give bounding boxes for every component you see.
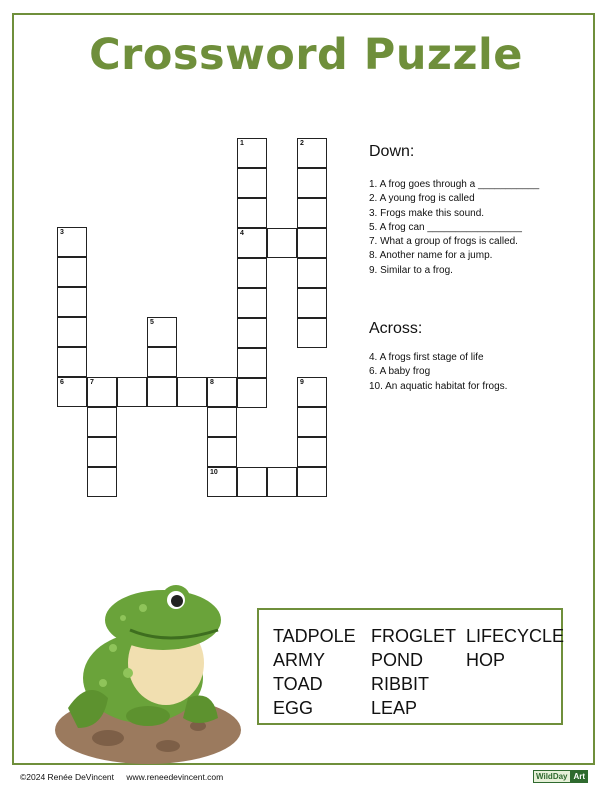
across-clue: 4. A frogs first stage of life [369,352,484,363]
crossword-cell[interactable] [297,467,327,497]
crossword-cell[interactable] [87,467,117,497]
crossword-cell[interactable] [297,198,327,228]
clue-number: 10 [210,469,218,476]
crossword-cell[interactable] [297,258,327,288]
crossword-cell[interactable] [237,348,267,378]
crossword-cell[interactable] [147,317,177,347]
crossword-cell[interactable] [147,347,177,377]
copyright-text: ©2024 Renée DeVincent [20,772,115,782]
clue-number: 2 [300,140,304,147]
word-bank-word: LEAP [371,698,418,718]
crossword-cell[interactable] [297,168,327,198]
crossword-cell[interactable] [297,437,327,467]
crossword-cell[interactable] [297,318,327,348]
crossword-cell[interactable] [87,437,117,467]
down-clue: 2. A young frog is called [369,193,475,205]
crossword-cell[interactable] [87,407,117,437]
down-clues [369,178,539,278]
crossword-cell[interactable] [87,377,117,407]
crossword-cell[interactable] [237,378,267,408]
crossword-cell[interactable] [267,467,297,497]
crossword-cell[interactable] [237,288,267,318]
down-clue: 1. A frog goes through a ___________ [369,179,540,190]
crossword-cell[interactable] [177,377,207,407]
word-bank-word: FROGLET [371,626,457,646]
clue-number: 7 [90,379,94,386]
word-bank-word: HOP [466,650,506,670]
crossword-cell[interactable] [57,347,87,377]
crossword-cell[interactable] [237,198,267,228]
crossword-cell[interactable] [237,138,267,168]
down-clue: 3. Frogs make this sound. [369,207,485,219]
crossword-cell[interactable] [297,138,327,168]
crossword-cell[interactable] [237,258,267,288]
crossword-cell[interactable] [207,407,237,437]
word-bank-column-2 [371,624,456,720]
word-bank-column-3 [466,624,564,672]
clue-number: 6 [60,379,64,386]
crossword-cell[interactable] [237,228,267,258]
crossword-cell[interactable] [117,377,147,407]
word-bank-word: RIBBIT [371,674,430,694]
footer [20,772,223,782]
crossword-cell[interactable] [297,228,327,258]
frog-on-rock-illustration [48,578,248,764]
crossword-cell[interactable] [237,168,267,198]
down-clue: 9. Similar to a frog. [369,264,453,276]
down-clue: 8. Another name for a jump. [369,250,493,262]
down-clue: 7. What a group of frogs is called. [369,236,518,248]
crossword-cell[interactable] [57,377,87,407]
crossword-cell[interactable] [207,467,237,497]
crossword-cell[interactable] [297,407,327,437]
crossword-cell[interactable] [57,257,87,287]
crossword-cell[interactable] [297,377,327,407]
crossword-cell[interactable] [147,377,177,407]
crossword-cell[interactable] [57,287,87,317]
across-clue: 6. A baby frog [369,366,431,378]
crossword-cell[interactable] [267,228,297,258]
word-bank-word: ARMY [273,650,326,670]
crossword-cell[interactable] [57,227,87,257]
word-bank [257,608,563,725]
page-title: Crossword Puzzle [89,30,523,80]
down-heading: Down: [369,143,415,160]
crossword-cell[interactable] [57,317,87,347]
across-clue: 10. An aquatic habitat for frogs. [369,380,508,392]
across-clues [369,351,507,394]
crossword-cell[interactable] [207,437,237,467]
across-heading: Across: [369,320,423,337]
clue-number: 5 [150,319,154,326]
word-bank-word: LIFECYCLE [466,626,565,646]
word-bank-word: TADPOLE [273,626,356,646]
brand-logo: WildDay Art [533,770,588,783]
crossword-cell[interactable] [237,318,267,348]
clue-number: 1 [240,140,244,147]
clue-number: 9 [300,379,304,386]
crossword-cell[interactable] [297,288,327,318]
clue-number: 4 [240,230,244,237]
word-bank-word: POND [371,650,424,670]
down-clue: 5. A frog can _________________ [369,221,522,233]
crossword-cell[interactable] [237,467,267,497]
website-link[interactable]: www.reneedevincent.com [126,772,224,782]
word-bank-word: TOAD [273,674,323,694]
word-bank-column-1 [273,624,356,720]
crossword-cell[interactable] [207,377,237,407]
word-bank-word: EGG [273,698,314,718]
clue-number: 8 [210,379,214,386]
clue-number: 3 [60,229,64,236]
